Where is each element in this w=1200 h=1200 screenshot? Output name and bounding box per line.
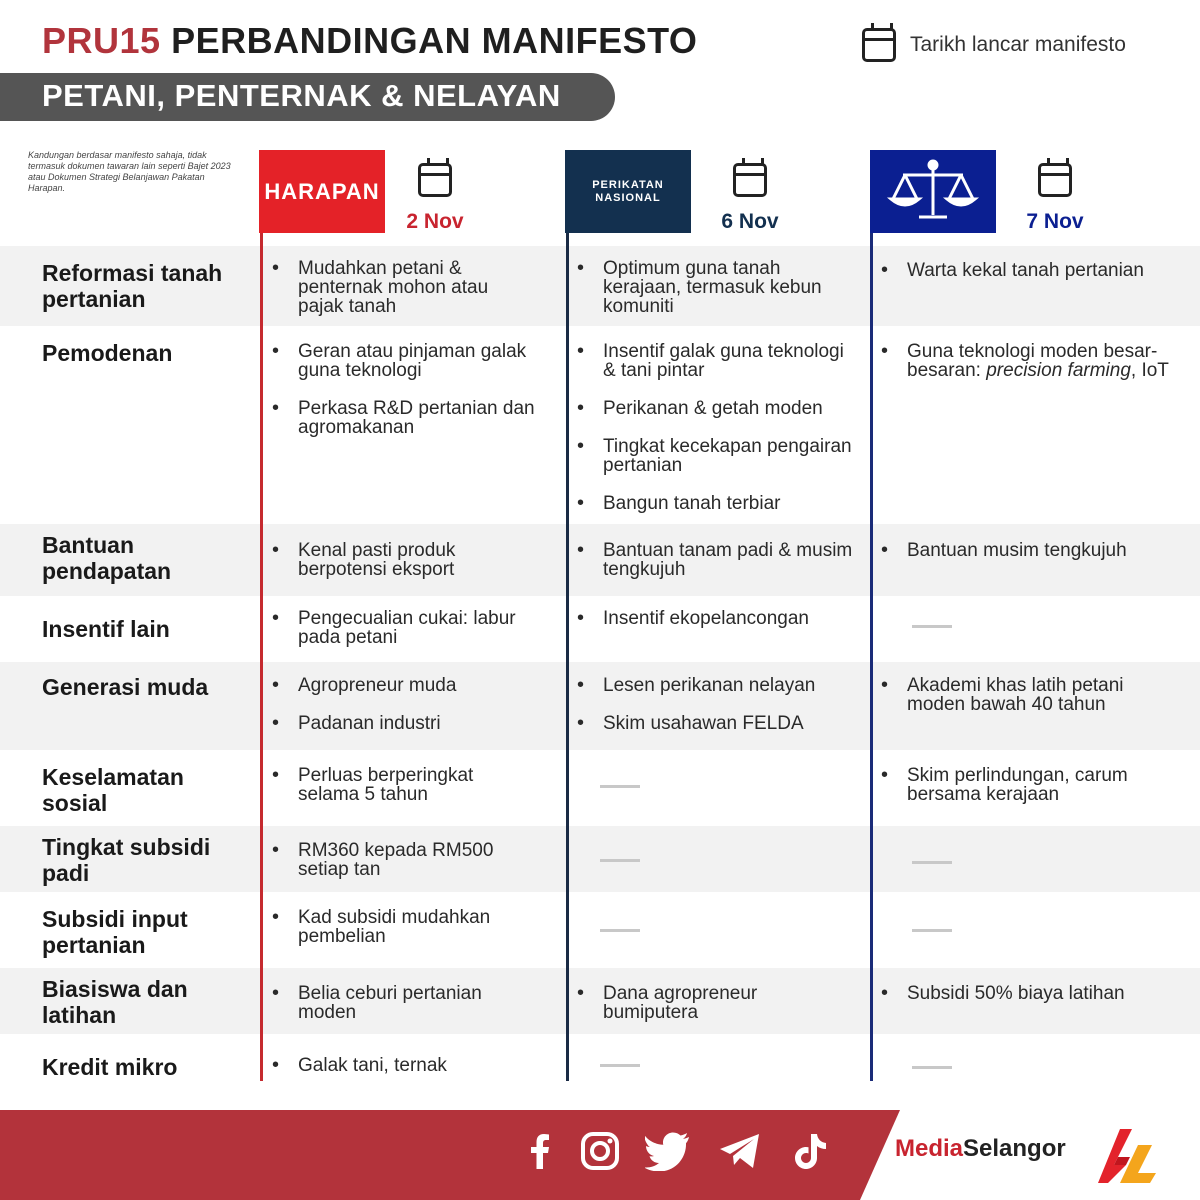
telegram-icon[interactable] (718, 1131, 762, 1171)
barisan-cell (877, 541, 1177, 579)
scales-icon (883, 157, 983, 227)
barisan-column-line (870, 233, 873, 1081)
harapan-logo-text: HARAPAN (264, 178, 380, 204)
row-label: Kredit mikro (42, 1054, 178, 1080)
row-label: Subsidi input pertanian (42, 906, 188, 958)
perikatan-date (705, 163, 795, 234)
barisan-cell-empty (880, 929, 980, 932)
harapan-cell (268, 1056, 538, 1094)
barisan-cell (877, 342, 1177, 399)
brand-name (895, 1135, 1066, 1163)
empty-dash (912, 625, 952, 628)
list-item: • Tingkat kecekapan pengairan pertanian (573, 437, 853, 475)
row-label: Tingkat subsidi padi (42, 834, 211, 886)
barisan-cell-empty (880, 861, 980, 864)
list-item: • Kad subsidi mudahkan pembelian (268, 908, 538, 946)
list-item: • Skim usahawan FELDA (573, 714, 853, 733)
list-item: • Akademi khas latih petani moden bawah 40 tahun (877, 676, 1177, 714)
table-row (0, 968, 1200, 1034)
barisan-cell (877, 676, 1177, 733)
row-label: Generasi muda (42, 674, 209, 700)
row-label: Keselamatan sosial (42, 764, 184, 816)
harapan-date-label: 2 Nov (406, 210, 464, 233)
perikatan-logo-text-2: NASIONAL (595, 191, 661, 204)
title-accent: PRU15 (42, 20, 161, 61)
row-label: Pemodenan (42, 340, 173, 366)
item-text: Guna teknologi moden besar-besaran: (907, 341, 1158, 381)
list-item: • Bantuan musim tengkujuh (877, 541, 1177, 560)
perikatan-cell-empty (568, 1064, 668, 1067)
empty-dash (600, 1064, 640, 1067)
perikatan-logo (565, 150, 691, 233)
list-item: • Pengecualian cukai: labur pada petani (268, 609, 538, 647)
perikatan-cell-empty (568, 785, 668, 788)
harapan-cell (268, 259, 538, 335)
barisan-date-label: 7 Nov (1026, 210, 1084, 233)
list-item: • Kenal pasti produk berpotensi eksport (268, 541, 538, 579)
legend-text: Tarikh lancar manifesto (910, 33, 1126, 56)
page-title (42, 20, 697, 62)
list-item: • Galak tani, ternak (268, 1056, 538, 1075)
list-item: • Perikanan & getah moden (573, 399, 853, 418)
barisan-cell (877, 984, 1177, 1022)
barisan-logo (870, 150, 996, 233)
list-item: • Geran atau pinjaman galak guna teknologi (268, 342, 538, 380)
list-item: • Lesen perikanan nelayan (573, 676, 853, 695)
disclaimer-note: Kandungan berdasar manifesto sahaja, tidak termasuk dokumen tawaran lain seperti Bajet 2023 atau Dokumen Strategi Belanjawan Pakatan Harapan. (28, 150, 231, 193)
table-row (0, 524, 1200, 596)
harapan-logo (259, 150, 385, 233)
row-label: Insentif lain (42, 616, 170, 642)
empty-dash (600, 929, 640, 932)
list-item: • Insentif galak guna teknologi & tani pintar (573, 342, 853, 380)
barisan-cell-empty (880, 625, 980, 628)
empty-dash (600, 859, 640, 862)
perikatan-date-label: 6 Nov (721, 210, 779, 233)
page-subtitle: PETANI, PENTERNAK & NELAYAN (42, 78, 561, 113)
instagram-icon[interactable] (580, 1131, 620, 1171)
twitter-icon[interactable] (645, 1131, 691, 1171)
perikatan-cell-empty (568, 929, 668, 932)
perikatan-column-line (566, 233, 569, 1081)
barisan-date (1010, 163, 1100, 234)
calendar-icon (733, 163, 767, 197)
barisan-cell (877, 766, 1177, 823)
list-item: • Belia ceburi pertanian moden (268, 984, 538, 1022)
facebook-icon[interactable] (520, 1131, 560, 1171)
list-item: • Skim perlindungan, carum bersama kerajaan (877, 766, 1177, 804)
calendar-icon (418, 163, 452, 197)
perikatan-cell (573, 984, 853, 1041)
list-item: • Mudahkan petani & penternak mohon atau pajak tanah (268, 259, 538, 316)
barisan-cell-empty (880, 1066, 980, 1069)
brand-part-2: Selangor (963, 1135, 1066, 1162)
empty-dash (912, 861, 952, 864)
harapan-cell (268, 766, 538, 823)
harapan-cell (268, 841, 538, 898)
harapan-date (390, 163, 480, 234)
list-item: • Perkasa R&D pertanian dan agromakanan (268, 399, 538, 437)
perikatan-cell (573, 676, 853, 752)
calendar-icon (1038, 163, 1072, 197)
list-item: • Optimum guna tanah kerajaan, termasuk kebun komuniti (573, 259, 853, 316)
perikatan-cell-empty (568, 859, 668, 862)
table-row (0, 662, 1200, 750)
item-text-emphasis: precision farming (986, 360, 1131, 381)
table-row (0, 826, 1200, 892)
perikatan-cell (573, 541, 853, 598)
tiktok-icon[interactable] (790, 1131, 830, 1171)
table-row (0, 596, 1200, 662)
table-row (0, 326, 1200, 524)
list-item (877, 342, 1177, 380)
perikatan-logo-text-1: PERIKATAN (592, 178, 664, 191)
legend (862, 28, 1126, 62)
list-item: • RM360 kepada RM500 setiap tan (268, 841, 538, 879)
list-item: • Padanan industri (268, 714, 538, 733)
mediaselangor-logo-icon (1080, 1125, 1160, 1185)
perikatan-cell (573, 609, 853, 647)
row-label: Biasiswa dan latihan (42, 976, 188, 1028)
title-text: PERBANDINGAN MANIFESTO (171, 20, 698, 61)
table-row (0, 892, 1200, 968)
harapan-cell (268, 908, 538, 965)
harapan-cell (268, 984, 538, 1041)
brand-part-1: Media (895, 1135, 964, 1162)
list-item: • Bantuan tanam padi & musim tengkujuh (573, 541, 853, 579)
perikatan-cell (573, 259, 853, 335)
empty-dash (912, 929, 952, 932)
empty-dash (600, 785, 640, 788)
list-item: • Subsidi 50% biaya latihan (877, 984, 1177, 1003)
calendar-icon (862, 28, 896, 62)
harapan-cell (268, 609, 538, 666)
empty-dash (912, 1066, 952, 1069)
list-item: • Agropreneur muda (268, 676, 538, 695)
harapan-cell (268, 541, 538, 598)
harapan-column-line (260, 233, 263, 1081)
list-item: • Warta kekal tanah pertanian (877, 261, 1177, 280)
table-row (0, 1034, 1200, 1084)
table-row (0, 246, 1200, 326)
row-label: Bantuan pendapatan (42, 532, 172, 584)
table-row (0, 750, 1200, 826)
harapan-cell (268, 342, 538, 456)
list-item: • Insentif ekopelancongan (573, 609, 853, 628)
harapan-cell (268, 676, 538, 752)
barisan-cell (877, 261, 1177, 299)
row-label: Reformasi tanah pertanian (42, 260, 223, 312)
list-item: • Dana agropreneur bumiputera (573, 984, 853, 1022)
list-item: • Perluas berperingkat selama 5 tahun (268, 766, 538, 804)
item-text: , IoT (1130, 360, 1169, 381)
perikatan-cell (573, 342, 853, 532)
list-item: • Bangun tanah terbiar (573, 494, 853, 513)
